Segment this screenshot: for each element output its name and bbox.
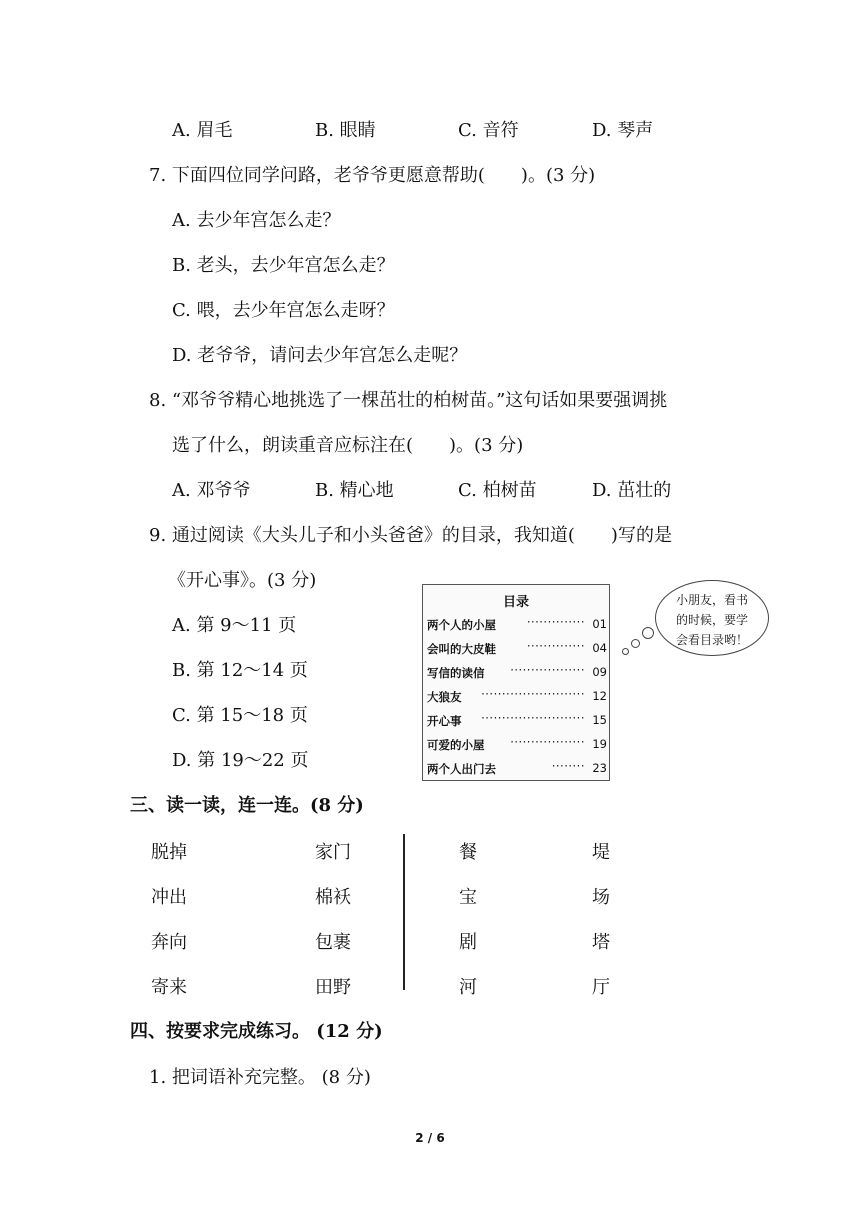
toc-row-page: 15 xyxy=(592,713,607,727)
q7-option-b: B. 老头，去少年宫怎么走？ xyxy=(172,255,395,276)
toc-row xyxy=(427,713,607,733)
match-item-col2: 家门 xyxy=(315,842,351,863)
q8-option-a: A. 邓爷爷 xyxy=(172,480,251,501)
toc-row xyxy=(427,737,607,757)
toc-row-title: 开心事 xyxy=(427,714,462,728)
match-item-col2: 包裹 xyxy=(315,932,351,953)
q9-option-b: B. 第 12～14 页 xyxy=(172,660,308,681)
toc-row-leader: ·················· xyxy=(510,735,585,749)
match-item-col2: 田野 xyxy=(315,977,351,998)
q9-option-a: A. 第 9～11 页 xyxy=(172,615,297,636)
toc-row-page: 01 xyxy=(592,617,607,631)
match-item-col4: 塔 xyxy=(592,932,610,953)
toc-row-page: 04 xyxy=(592,641,607,655)
section3-title: 三、读一读，连一连。(8 分) xyxy=(130,795,364,816)
toc-row-title: 会叫的大皮鞋 xyxy=(427,642,496,656)
q8-option-d: D. 茁壮的 xyxy=(592,480,672,501)
q9-option-d: D. 第 19～22 页 xyxy=(172,750,309,771)
q9-stem-line2: 《开心事》。(3 分) xyxy=(168,570,317,591)
toc-row-title: 写信的读信 xyxy=(427,666,485,680)
toc-row xyxy=(427,641,607,661)
section4-title: 四、按要求完成练习。 (12 分) xyxy=(130,1021,383,1042)
toc-title: 目录 xyxy=(502,595,529,610)
thought-dot-medium xyxy=(631,639,640,648)
match-item-col4: 场 xyxy=(592,887,610,908)
toc-row xyxy=(427,761,607,781)
match-item-col3: 宝 xyxy=(459,887,477,908)
toc-row-title: 两个人出门去 xyxy=(427,762,496,776)
toc-row-leader: ·············· xyxy=(526,615,585,629)
q7-option-c: C. 喂，去少年宫怎么走呀？ xyxy=(172,300,395,321)
toc-row-leader: ························· xyxy=(481,687,585,701)
q8-option-c: C. 柏树苗 xyxy=(458,480,537,501)
table-of-contents-figure xyxy=(422,584,610,781)
q7-stem: 7. 下面四位同学问路，老爷爷更愿意帮助( )。(3 分) xyxy=(149,165,596,186)
match-item-col3: 剧 xyxy=(459,932,477,953)
toc-row-leader: ·············· xyxy=(526,639,585,653)
thought-dot-large xyxy=(642,627,654,639)
toc-row xyxy=(427,665,607,685)
match-item-col2: 棉袄 xyxy=(315,887,351,908)
toc-row xyxy=(427,689,607,709)
q6-option-c: C. 音符 xyxy=(458,120,519,141)
match-item-col1: 寄来 xyxy=(151,977,187,998)
column-divider xyxy=(403,834,405,990)
thought-bubble xyxy=(655,580,769,656)
toc-row-page: 09 xyxy=(592,665,607,679)
match-item-col3: 河 xyxy=(459,977,477,998)
q6-option-a: A. 眉毛 xyxy=(172,120,233,141)
q9-option-c: C. 第 15～18 页 xyxy=(172,705,308,726)
toc-row-title: 大狼友 xyxy=(427,690,462,704)
toc-row-leader: ········ xyxy=(551,759,585,773)
match-item-col4: 厅 xyxy=(592,977,610,998)
q8-stem-line1: 8. “邓爷爷精心地挑选了一棵茁壮的柏树苗。”这句话如果要强调挑 xyxy=(149,390,668,411)
q9-stem-line1: 9. 通过阅读《大头儿子和小头爸爸》的目录，我知道( )写的是 xyxy=(149,525,672,546)
toc-row-page: 23 xyxy=(592,761,607,775)
toc-row xyxy=(427,617,607,637)
q8-stem-line2: 选了什么，朗读重音应标注在( )。(3 分) xyxy=(172,435,524,456)
toc-row-leader: ·················· xyxy=(510,663,585,677)
page-number: 2 / 6 xyxy=(415,1131,445,1145)
toc-row-title: 可爱的小屋 xyxy=(427,738,485,752)
bubble-line-3: 会看目录哟！ xyxy=(675,633,748,647)
toc-row-leader: ························· xyxy=(481,711,585,725)
toc-row-title: 两个人的小屋 xyxy=(427,618,496,632)
match-item-col1: 奔向 xyxy=(151,932,187,953)
toc-row-page: 19 xyxy=(592,737,607,751)
q6-option-d: D. 琴声 xyxy=(592,120,654,141)
bubble-line-2: 的时候，要学 xyxy=(675,613,748,627)
q6-option-b: B. 眼睛 xyxy=(315,120,376,141)
section4-item1: 1. 把词语补充完整。 (8 分) xyxy=(149,1067,371,1088)
match-item-col1: 脱掉 xyxy=(151,842,187,863)
match-item-col1: 冲出 xyxy=(151,887,187,908)
thought-dot-small xyxy=(622,648,629,655)
match-item-col3: 餐 xyxy=(459,842,477,863)
bubble-line-1: 小朋友，看书 xyxy=(675,593,748,607)
q7-option-d: D. 老爷爷，请问去少年宫怎么走呢？ xyxy=(172,345,468,366)
toc-row-page: 12 xyxy=(592,689,607,703)
q7-option-a: A. 去少年宫怎么走？ xyxy=(172,210,341,231)
match-item-col4: 堤 xyxy=(592,842,610,863)
q8-option-b: B. 精心地 xyxy=(315,480,394,501)
